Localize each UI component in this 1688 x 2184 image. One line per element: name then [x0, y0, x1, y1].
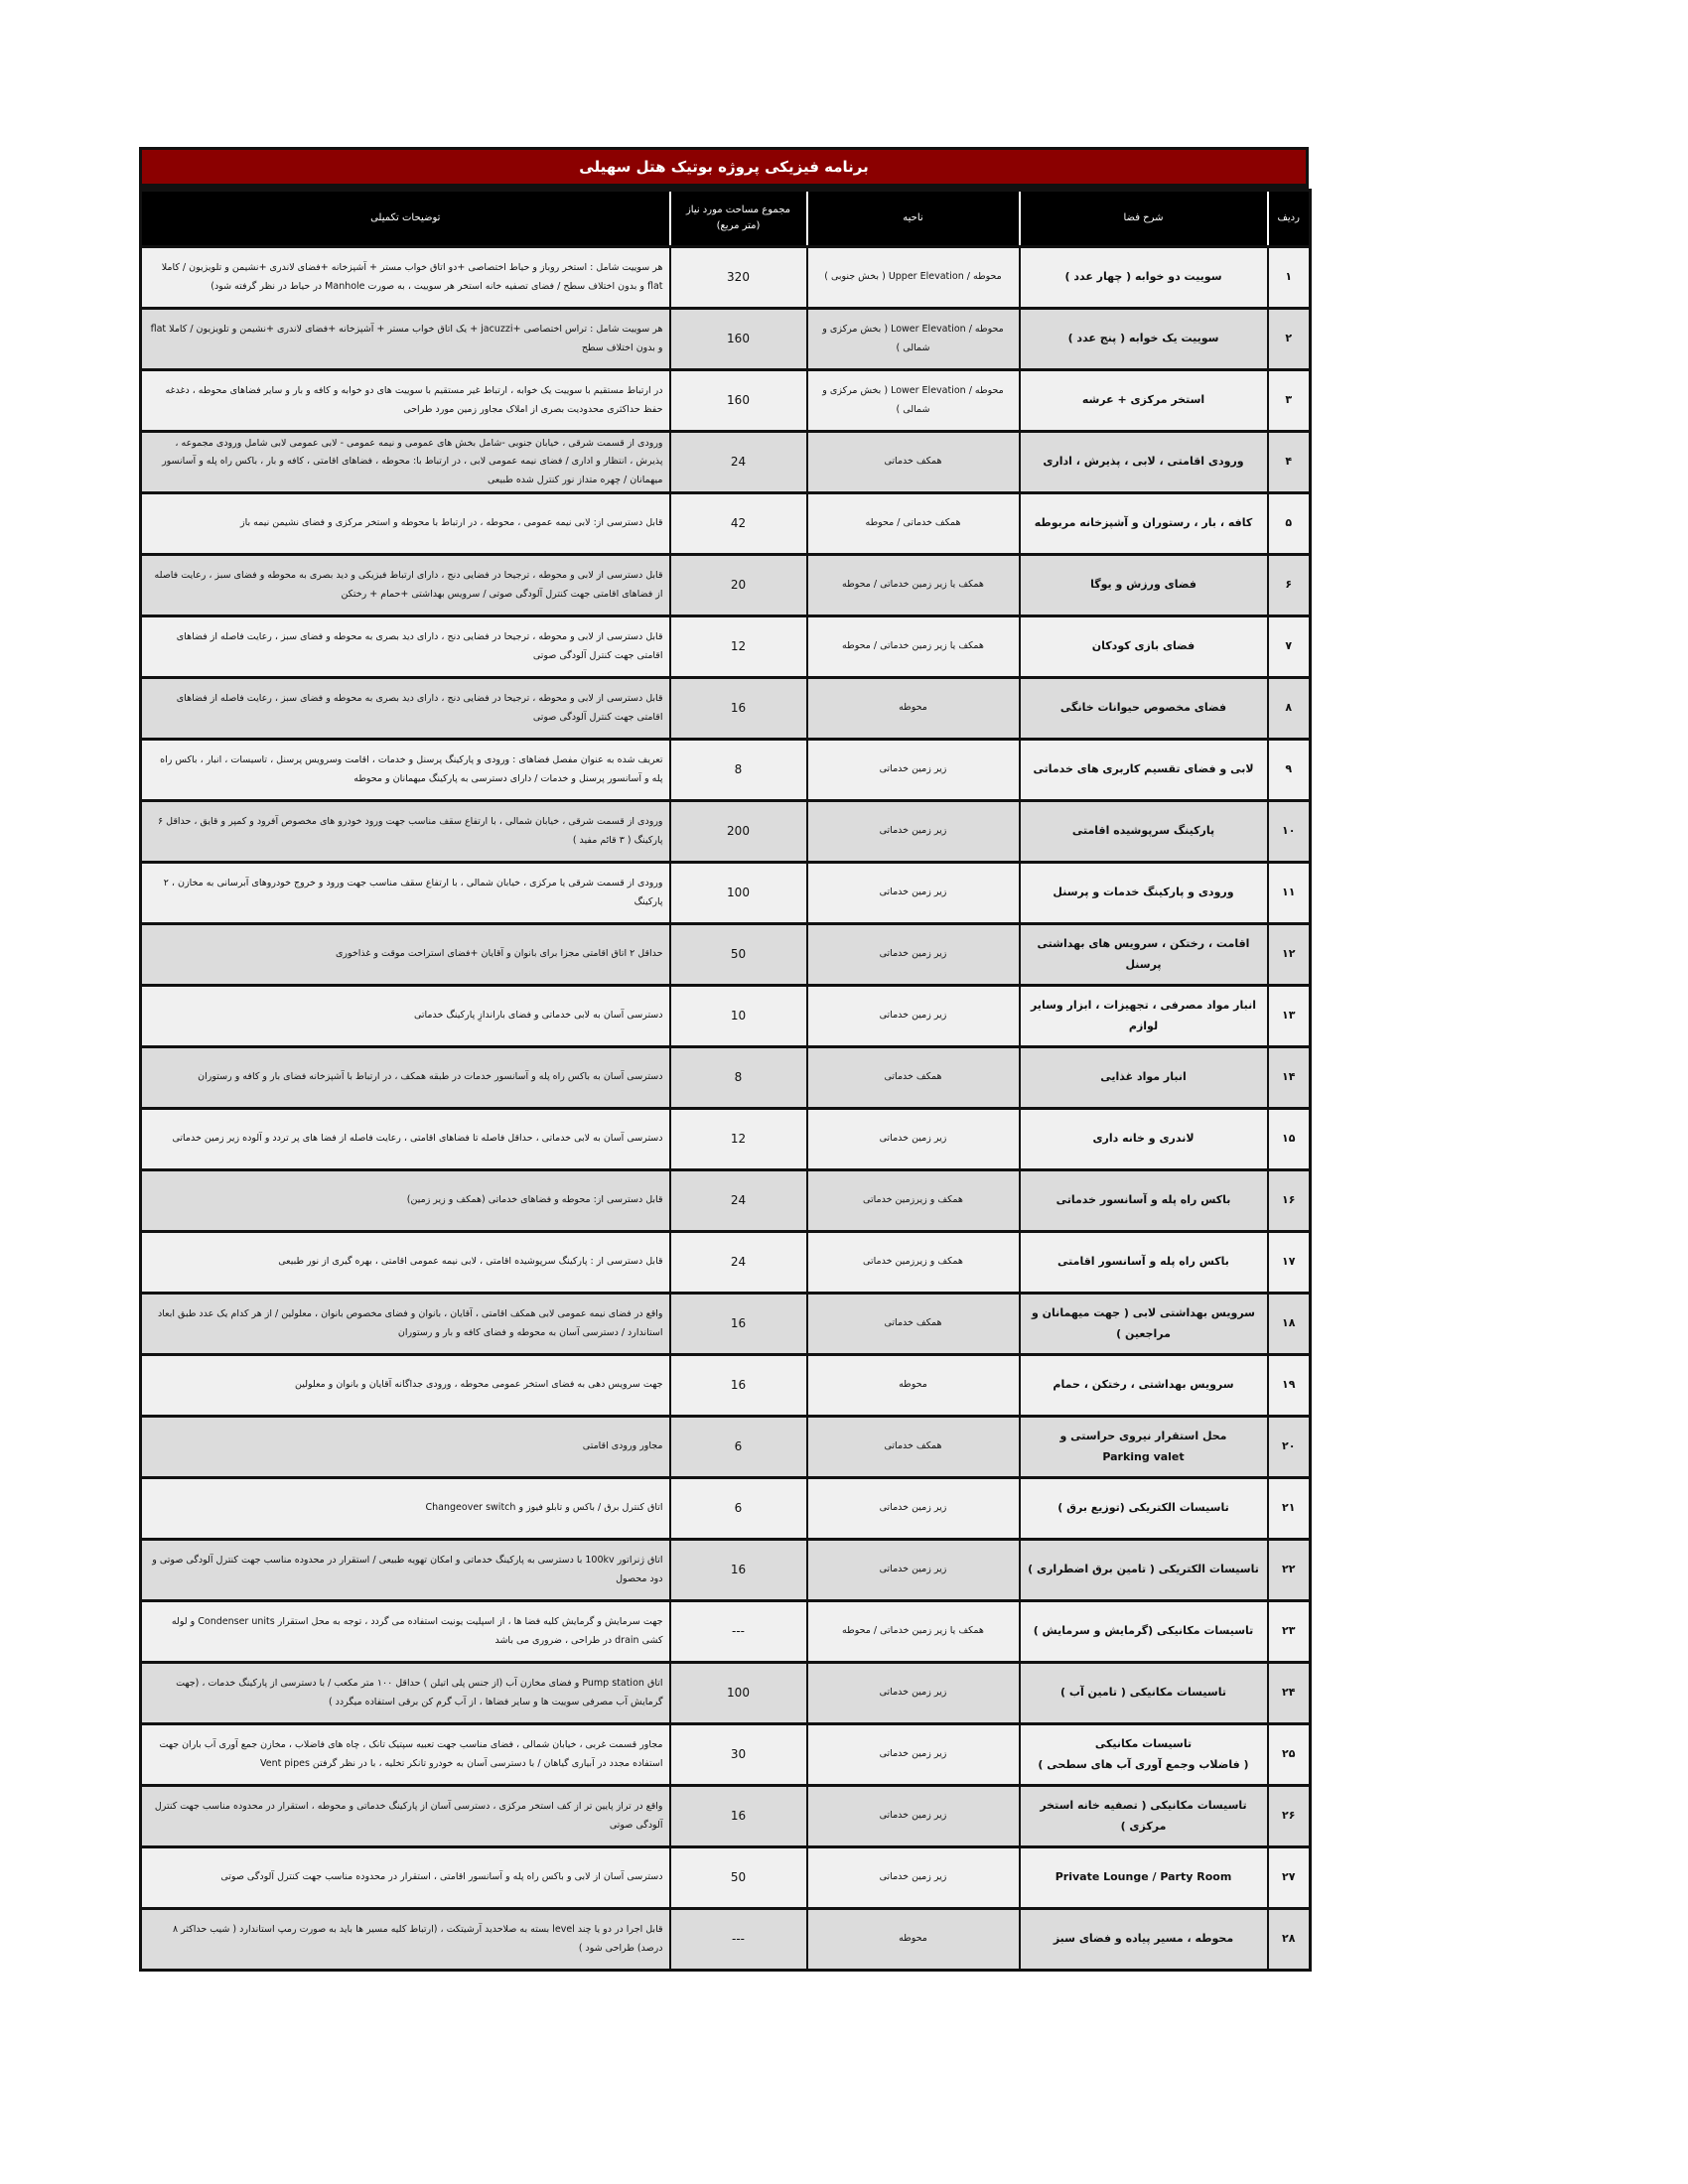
description-cell: حداقل ۲ اتاق اقامتی مجزا برای بانوان و آقایان +فضای استراحت موقت و غذاخوری	[141, 924, 670, 986]
row-number: ۱۳	[1268, 986, 1311, 1047]
header-area	[670, 191, 807, 247]
description-cell: واقع در تراز پایین تر از کف استخر مرکزی ، دسترسی آسان از پارکینگ خدماتی و محوطه ، استقرار در محدوده مناسب جهت کنترل آلودگی صوتی	[141, 1786, 670, 1847]
table-row	[141, 1047, 1311, 1109]
space-title	[1020, 801, 1268, 863]
row-number: ۲۵	[1268, 1724, 1311, 1786]
zone-cell: محوطه / Lower Elevation ( بخش مرکزی و شمالی )	[807, 370, 1020, 432]
area-cell: 6	[670, 1417, 807, 1478]
zone-cell: همکف خدماتی	[807, 1294, 1020, 1355]
space-title	[1020, 678, 1268, 740]
area-cell: 200	[670, 801, 807, 863]
description-cell: اتاق Pump station و فضای مخازن آب (از جنس پلی اتیلن ) حداقل ۱۰۰ متر مکعب / با دسترسی از پارکینگ خدمات ، (جهت گرمایش آب مصرفی سوییت ها و سایر فضاها ، از آب گرم کن برقی استفاده میگردد )	[141, 1663, 670, 1724]
zone-cell: محوطه	[807, 1909, 1020, 1971]
header-area-line1: مجموع مساحت مورد نیاز	[685, 205, 791, 215]
zone-cell: همکف خدماتی	[807, 1047, 1020, 1109]
space-title	[1020, 555, 1268, 616]
space-title-line: Private Lounge / Party Room	[1055, 1870, 1232, 1884]
area-cell: ---	[670, 1909, 807, 1971]
space-title-line: محوطه ، مسیر پیاده و فضای سبز	[1053, 1932, 1234, 1946]
row-number: ۱۶	[1268, 1170, 1311, 1232]
row-number: ۱۷	[1268, 1232, 1311, 1294]
zone-cell: زیر زمین خدماتی	[807, 863, 1020, 924]
zone-cell: زیر زمین خدماتی	[807, 1109, 1020, 1170]
space-title-line: تاسیسات الکتریکی ( تامین برق اضطراری )	[1028, 1563, 1259, 1576]
header-num: ردیف	[1268, 191, 1311, 247]
area-cell: 24	[670, 432, 807, 493]
row-number: ۱۹	[1268, 1355, 1311, 1417]
space-title-line: سرویس بهداشتی ، رختکن ، حمام	[1053, 1378, 1234, 1392]
space-title-line: محل استقرار نیروی حراستی و	[1059, 1429, 1227, 1442]
row-number: ۲۳	[1268, 1601, 1311, 1663]
area-cell: 10	[670, 986, 807, 1047]
header-zone: ناحیه	[807, 191, 1020, 247]
area-cell: 100	[670, 1663, 807, 1724]
table-row	[141, 678, 1311, 740]
area-cell: 20	[670, 555, 807, 616]
space-title	[1020, 924, 1268, 986]
space-title-line: لابی و فضای تقسیم کاربری های خدماتی	[1033, 762, 1254, 776]
description-cell: ورودی از قسمت شرقی ، خیابان شمالی ، با ارتفاع سقف مناسب جهت ورود خودرو های مخصوص آفرود و کمپر و قایق ، حداقل ۶ پارکینگ ( ۳ قائم مفید )	[141, 801, 670, 863]
table-row	[141, 555, 1311, 616]
space-title-line: سوییت دو خوابه ( چهار عدد )	[1064, 270, 1222, 284]
zone-cell: همکف خدماتی	[807, 432, 1020, 493]
zone-cell: محوطه	[807, 678, 1020, 740]
row-number: ۸	[1268, 678, 1311, 740]
header-desc: توضیحات تکمیلی	[141, 191, 670, 247]
area-cell: 24	[670, 1232, 807, 1294]
table-row	[141, 924, 1311, 986]
row-number: ۲	[1268, 309, 1311, 370]
description-cell: دسترسی آسان به لابی خدماتی ، حداقل فاصله تا فضاهای اقامتی ، رعایت فاصله از فضا های پر تردد و آلوده زیر زمین خدماتی	[141, 1109, 670, 1170]
space-title	[1020, 1355, 1268, 1417]
description-cell: قابل اجرا در دو یا چند level بسته به صلاحدید آرشیتکت ، (ارتباط کلیه مسیر ها باید به صورت رمپ استاندارد ( شیب حداکثر ۸ درصد) طراحی شود )	[141, 1909, 670, 1971]
space-title	[1020, 986, 1268, 1047]
space-title	[1020, 1909, 1268, 1971]
area-cell: 8	[670, 1047, 807, 1109]
space-title-line: استخر مرکزی + عرشه	[1081, 393, 1205, 407]
table-row	[141, 309, 1311, 370]
row-number: ۱۸	[1268, 1294, 1311, 1355]
space-title-line: تاسیسات الکتریکی (توزیع برق )	[1057, 1501, 1229, 1515]
space-title	[1020, 493, 1268, 555]
table-row	[141, 1417, 1311, 1478]
space-title-line: تاسیسات مکانیکی (گرمایش و سرمایش )	[1033, 1624, 1254, 1638]
space-title	[1020, 1847, 1268, 1909]
description-cell: دسترسی آسان به لابی خدماتی و فضای باراندازِ پارکینگ خدماتی	[141, 986, 670, 1047]
description-cell: دسترسی آسان از لابی و باکس راه پله و آسانسور اقامتی ، استقرار در محدوده مناسب جهت کنترل آلودگی صوتی	[141, 1847, 670, 1909]
description-cell: در ارتباط مستقیم با سوییت یک خوابه ، ارتباط غیر مستقیم با سوییت های دو خوابه و کافه و بار و سایر فضاهای محوطه ، دغدغه حفظ حداکثری محدودیت بصری از املاک مجاور زمین مورد طراحی	[141, 370, 670, 432]
zone-cell: همکف خدماتی / محوطه	[807, 493, 1020, 555]
row-number: ۷	[1268, 616, 1311, 678]
area-cell: ---	[670, 1601, 807, 1663]
space-title-line: پارکینگ سرپوشیده اقامتی	[1071, 824, 1215, 838]
space-title	[1020, 1232, 1268, 1294]
area-cell: 160	[670, 309, 807, 370]
space-title	[1020, 247, 1268, 309]
row-number: ۱۵	[1268, 1109, 1311, 1170]
zone-cell: محوطه / Upper Elevation ( بخش جنوبی )	[807, 247, 1020, 309]
table-row	[141, 1170, 1311, 1232]
description-cell: ورودی از قسمت شرقی یا مرکزی ، خیابان شمالی ، با ارتفاع سقف مناسب جهت ورود و خروج خودروهای آبرسانی به مخازن ، ۲ پارکینگ	[141, 863, 670, 924]
table-row	[141, 740, 1311, 801]
description-cell: قابل دسترسی از: محوطه و فضاهای خدماتی (همکف و زیر زمین)	[141, 1170, 670, 1232]
zone-cell: زیر زمین خدماتی	[807, 1786, 1020, 1847]
area-cell: 12	[670, 1109, 807, 1170]
description-cell: قابل دسترسی از لابی و محوطه ، ترجیحا در فضایی دنج ، دارای ارتباط فیزیکی و دید بصری به محوطه و فضای سبز ، رعایت فاصله از فضاهای اقامتی جهت کنترل آلودگی صوتی / سرویس بهداشتی +حمام + رختکن	[141, 555, 670, 616]
description-cell: اتاق کنترل برق / باکس و تابلو فیوز و Changeover switch	[141, 1478, 670, 1540]
space-title-line: سوییت یک خوابه ( پنج عدد )	[1067, 332, 1219, 345]
table-row	[141, 1663, 1311, 1724]
description-cell: مجاور قسمت غربی ، خیابان شمالی ، فضای مناسب جهت تعبیه سپتیک تانک ، چاه های فاضلاب ، مخازن جمع آوری آب باران جهت استفاده مجدد در آبیاری گیاهان / با دسترسی آسان به خودرو تانکر تخلیه ، با در نظر گرفتن Vent pipes	[141, 1724, 670, 1786]
space-title-line: باکس راه پله و آسانسور خدماتی	[1055, 1193, 1231, 1207]
description-cell: دسترسی آسان به باکس راه پله و آسانسور خدمات در طبقه همکف ، در ارتباط با آشپزخانه فضای بار و کافه و رستوران	[141, 1047, 670, 1109]
space-title-line: کافه ، بار ، رستوران و آشپزخانه مربوطه	[1034, 516, 1253, 530]
zone-cell: همکف یا زیر زمین خدماتی / محوطه	[807, 616, 1020, 678]
area-cell: 16	[670, 1355, 807, 1417]
row-number: ۳	[1268, 370, 1311, 432]
space-title-line: فضای بازی کودکان	[1091, 639, 1196, 653]
table-row	[141, 1478, 1311, 1540]
table-body	[141, 247, 1311, 1971]
row-number: ۲۱	[1268, 1478, 1311, 1540]
row-number: ۹	[1268, 740, 1311, 801]
space-title-line: تاسیسات مکانیکی	[1094, 1736, 1193, 1750]
space-title	[1020, 1540, 1268, 1601]
zone-cell: زیر زمین خدماتی	[807, 740, 1020, 801]
description-cell: قابل دسترسی از لابی و محوطه ، ترجیحا در فضایی دنج ، دارای دید بصری به محوطه و فضای سبز ، رعایت فاصله از فضاهای اقامتی جهت کنترل آلودگی صوتی	[141, 616, 670, 678]
zone-cell: زیر زمین خدماتی	[807, 1663, 1020, 1724]
zone-cell: محوطه	[807, 1355, 1020, 1417]
zone-cell: همکف و زیرزمین خدماتی	[807, 1170, 1020, 1232]
space-title-line: باکس راه پله و آسانسور اقامتی	[1057, 1255, 1229, 1269]
area-cell: 42	[670, 493, 807, 555]
zone-cell: زیر زمین خدماتی	[807, 801, 1020, 863]
space-title-line: تاسیسات مکانیکی ( تامین آب )	[1060, 1686, 1226, 1700]
space-title-line: ورودی اقامتی ، لابی ، پذیرش ، اداری	[1043, 455, 1244, 469]
row-number: ۵	[1268, 493, 1311, 555]
area-cell: 50	[670, 924, 807, 986]
space-title	[1020, 370, 1268, 432]
space-title-line: ورودی و پارکینگ خدمات و پرسنل	[1053, 886, 1234, 899]
description-cell: قابل دسترسی از لابی و محوطه ، ترجیحا در فضایی دنج ، دارای دید بصری به محوطه و فضای سبز ، رعایت فاصله از فضاهای اقامتی جهت کنترل آلودگی صوتی	[141, 678, 670, 740]
row-number: ۲۶	[1268, 1786, 1311, 1847]
space-title-line2: Parking valet	[1102, 1449, 1185, 1463]
description-cell: هر سوییت شامل : تراس اختصاصی +jacuzzi + یک اتاق خواب مستر + آشپزخانه +فضای لاندری +نشیمن و تلویزیون / کاملا flat و بدون اختلاف سطح	[141, 309, 670, 370]
row-number: ۱۴	[1268, 1047, 1311, 1109]
table-row	[141, 616, 1311, 678]
table-row	[141, 370, 1311, 432]
area-cell: 100	[670, 863, 807, 924]
row-number: ۱۲	[1268, 924, 1311, 986]
space-title-line2: ( فاضلاب وجمع آوری آب های سطحی )	[1038, 1757, 1249, 1771]
space-title	[1020, 1417, 1268, 1478]
space-title	[1020, 1478, 1268, 1540]
space-title-line: فضای ورزش و یوگا	[1090, 578, 1196, 592]
document-title: برنامه فیزیکی پروژه بوتیک هتل سهیلی	[139, 147, 1309, 189]
space-title	[1020, 1294, 1268, 1355]
zone-cell: محوطه / Lower Elevation ( بخش مرکزی و شمالی )	[807, 309, 1020, 370]
zone-cell: زیر زمین خدماتی	[807, 1724, 1020, 1786]
space-title-line: انبار مواد غذایی	[1100, 1070, 1187, 1084]
row-number: ۱	[1268, 247, 1311, 309]
row-number: ۴	[1268, 432, 1311, 493]
space-title	[1020, 1786, 1268, 1847]
zone-cell: زیر زمین خدماتی	[807, 1478, 1020, 1540]
table-row	[141, 1847, 1311, 1909]
description-cell: ورودی از قسمت شرقی ، خیابان جنوبی -شامل بخش های عمومی و نیمه عمومی - لابی عمومی لابی شامل ورودی مجموعه ، پذیرش ، انتظار و اداری / فضای نیمه عمومی لابی ، در ارتباط با: محوطه ، فضاهای اقامتی ، کافه و بار ، باکس راه پله و آسانسور میهمانان / چهره متداز نور کنترل شده طبیعی	[141, 432, 670, 493]
space-title	[1020, 1724, 1268, 1786]
area-cell: 12	[670, 616, 807, 678]
space-title	[1020, 863, 1268, 924]
program-sheet	[139, 147, 1309, 1972]
zone-cell: همکف یا زیر زمین خدماتی / محوطه	[807, 1601, 1020, 1663]
space-title-line: تاسیسات مکانیکی ( تصفیه خانه استخر مرکزی )	[1040, 1798, 1247, 1833]
zone-cell: زیر زمین خدماتی	[807, 986, 1020, 1047]
area-cell: 30	[670, 1724, 807, 1786]
area-cell: 16	[670, 1540, 807, 1601]
table-row	[141, 1232, 1311, 1294]
space-title	[1020, 1047, 1268, 1109]
space-title	[1020, 1109, 1268, 1170]
space-title-line: سرویس بهداشتی لابی ( جهت میهمانان و مراجعین )	[1032, 1305, 1255, 1340]
row-number: ۱۱	[1268, 863, 1311, 924]
table-row	[141, 432, 1311, 493]
space-title	[1020, 616, 1268, 678]
row-number: ۲۷	[1268, 1847, 1311, 1909]
row-number: ۲۲	[1268, 1540, 1311, 1601]
table-row	[141, 247, 1311, 309]
area-cell: 24	[670, 1170, 807, 1232]
description-cell: واقع در فضای نیمه عمومی لابی همکف اقامتی ، آقایان ، بانوان و فضای مخصوص بانوان ، معلولین / از هر کدام یک عدد طبق ابعاد استاندارد / دسترسی آسان به محوطه و فضای کافه و بار و رستوران	[141, 1294, 670, 1355]
zone-cell: زیر زمین خدماتی	[807, 1847, 1020, 1909]
zone-cell: همکف و زیرزمین خدماتی	[807, 1232, 1020, 1294]
description-cell: هر سوییت شامل : استخر روباز و حیاط اختصاصی +دو اتاق خواب مستر + آشپزخانه +فضای لاندری +نشیمن و تلویزیون / کاملا flat و بدون اختلاف سطح / فضای تصفیه خانه استخر هر سوییت ، به صورت Manhole در حیاط در نظر گرفته شود)	[141, 247, 670, 309]
space-title	[1020, 740, 1268, 801]
area-cell: 160	[670, 370, 807, 432]
description-cell: مجاور ورودی اقامتی	[141, 1417, 670, 1478]
area-cell: 6	[670, 1478, 807, 1540]
description-cell: اتاق ژنراتور 100kv با دسترسی به پارکینگ خدماتی و امکان تهویه طبیعی / استقرار در محدوده مناسب جهت کنترل آلودگی صوتی و دود محصول	[141, 1540, 670, 1601]
space-title-line: فضای مخصوص حیوانات خانگی	[1059, 701, 1227, 715]
zone-cell: زیر زمین خدماتی	[807, 924, 1020, 986]
program-table	[139, 189, 1312, 1972]
area-cell: 16	[670, 1294, 807, 1355]
space-title	[1020, 309, 1268, 370]
space-title	[1020, 1663, 1268, 1724]
space-title	[1020, 1601, 1268, 1663]
table-row	[141, 1909, 1311, 1971]
area-cell: 16	[670, 1786, 807, 1847]
area-cell: 320	[670, 247, 807, 309]
row-number: ۲۴	[1268, 1663, 1311, 1724]
space-title-line: لاندری و خانه داری	[1092, 1132, 1195, 1146]
zone-cell: همکف خدماتی	[807, 1417, 1020, 1478]
description-cell: جهت سرمایش و گرمایش کلیه فضا ها ، از اسپلیت یونیت استفاده می گردد ، توجه به محل استقرار Condenser units و لوله کشی drain در طراحی ، ضروری می باشد	[141, 1601, 670, 1663]
table-row	[141, 986, 1311, 1047]
row-number: ۲۰	[1268, 1417, 1311, 1478]
table-row	[141, 863, 1311, 924]
space-title	[1020, 1170, 1268, 1232]
table-row	[141, 1294, 1311, 1355]
table-row	[141, 1724, 1311, 1786]
zone-cell: زیر زمین خدماتی	[807, 1540, 1020, 1601]
description-cell: تعریف شده به عنوان مفصل فضاهای : ورودی و پارکینگ پرسنل و خدمات ، اقامت وسرویس پرسنل ، تاسیسات ، انبار ، باکس راه پله و آسانسور پرسنل و خدمات / دارای دسترسی به پارکینگ میهمانان و محوطه	[141, 740, 670, 801]
table-row	[141, 1355, 1311, 1417]
row-number: ۱۰	[1268, 801, 1311, 863]
description-cell: جهت سرویس دهی به فضای استخر عمومی محوطه ، ورودی جداگانه آقایان و بانوان و معلولین	[141, 1355, 670, 1417]
table-row	[141, 1786, 1311, 1847]
table-row	[141, 493, 1311, 555]
space-title	[1020, 432, 1268, 493]
description-cell: قابل دسترسی از : پارکینگ سرپوشیده اقامتی ، لابی نیمه عمومی اقامتی ، بهره گیری از نور طبیعی	[141, 1232, 670, 1294]
space-title-line: اقامت ، رختکن ، سرویس های بهداشتی پرسنل	[1037, 936, 1250, 971]
row-number: ۶	[1268, 555, 1311, 616]
area-cell: 8	[670, 740, 807, 801]
row-number: ۲۸	[1268, 1909, 1311, 1971]
space-title-line: انبار مواد مصرفی ، تجهیزات ، ابزار وسایر لوازم	[1030, 998, 1257, 1032]
header-title: شرح فضا	[1020, 191, 1268, 247]
zone-cell: همکف یا زیر زمین خدماتی / محوطه	[807, 555, 1020, 616]
area-cell: 50	[670, 1847, 807, 1909]
description-cell: قابل دسترسی از: لابی نیمه عمومی ، محوطه ، در ارتباط با محوطه و استخر مرکزی و فضای نشیمن نیمه باز	[141, 493, 670, 555]
table-row	[141, 801, 1311, 863]
header-area-line2: (متر مربع)	[716, 220, 761, 231]
table-row	[141, 1540, 1311, 1601]
header-row	[141, 191, 1311, 247]
area-cell: 16	[670, 678, 807, 740]
table-row	[141, 1109, 1311, 1170]
table-row	[141, 1601, 1311, 1663]
